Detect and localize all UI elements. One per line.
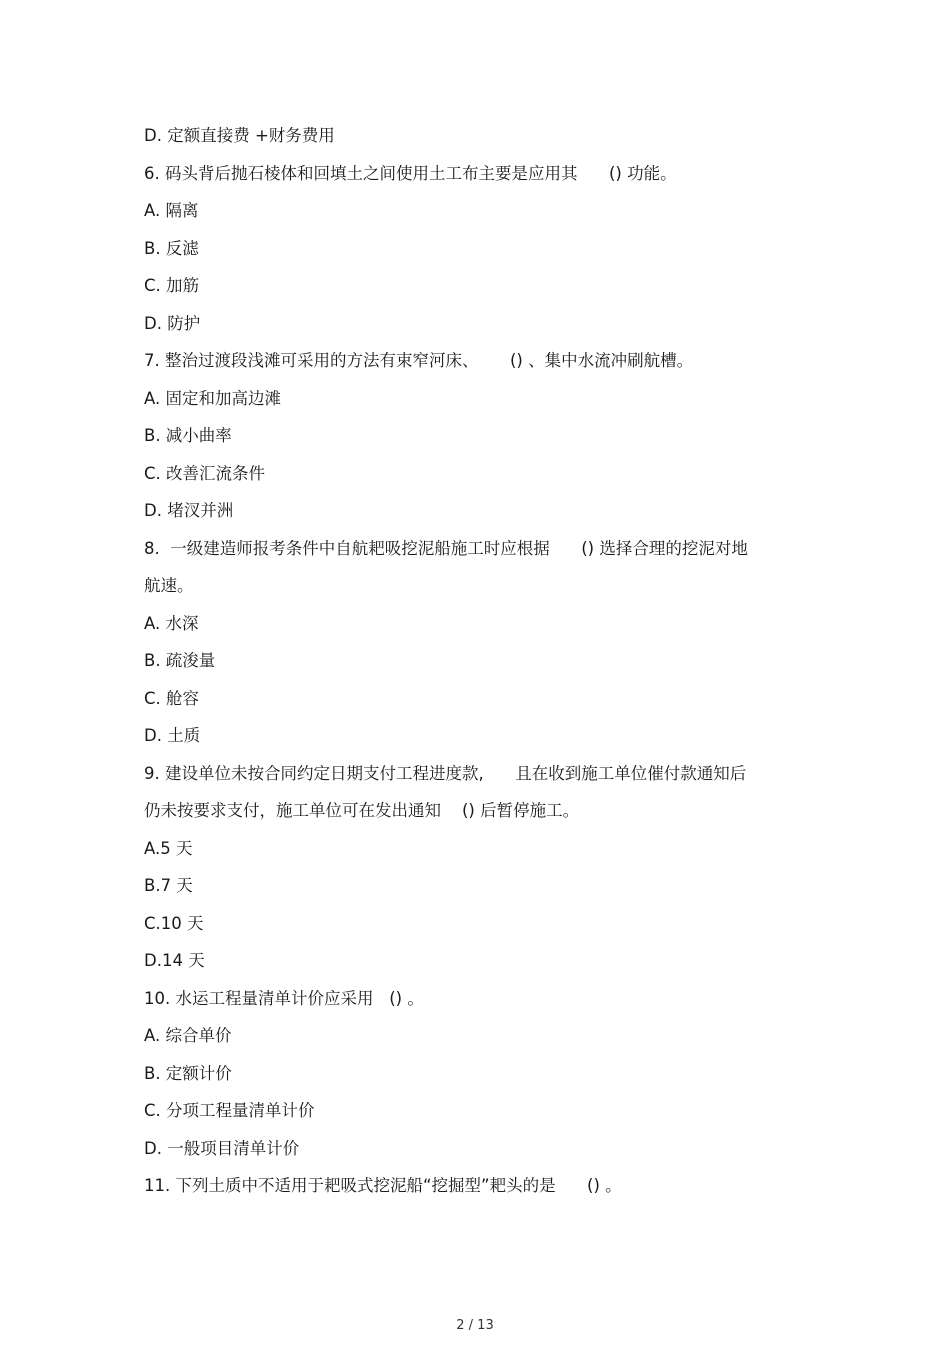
option-a: A. 水深 bbox=[144, 613, 199, 633]
question-9-continued: 仍未按要求支付，施工单位可在发出通知 () 后暂停施工。 bbox=[144, 801, 580, 820]
option-b: B. 反滤 bbox=[144, 238, 199, 258]
option-a: A.5 天 bbox=[144, 838, 193, 858]
option-c: C. 加筋 bbox=[144, 276, 200, 295]
option-b: B. 定额计价 bbox=[144, 1063, 232, 1083]
question-11: 11. 下列土质中不适用于耙吸式挖泥船“挖掘型”耙头的是 () 。 bbox=[144, 1176, 622, 1195]
text-line: D. 定额直接费 +财务费用 bbox=[144, 126, 335, 145]
document-body bbox=[144, 123, 824, 1211]
option-a: A. 固定和加高边滩 bbox=[144, 388, 281, 408]
option-b: B. 减小曲率 bbox=[144, 426, 232, 445]
question-7: 7. 整治过渡段浅滩可采用的方法有束窄河床、 () 、集中水流冲刷航槽。 bbox=[144, 351, 694, 370]
option-c: C. 改善汇流条件 bbox=[144, 463, 266, 483]
option-d: D. 防护 bbox=[144, 313, 201, 333]
option-b: B.7 天 bbox=[144, 876, 193, 895]
question-6: 6. 码头背后抛石棱体和回填土之间使用土工布主要是应用其 () 功能。 bbox=[144, 163, 677, 183]
option-c: C.10 天 bbox=[144, 913, 204, 933]
option-c: C. 舱容 bbox=[144, 688, 200, 708]
question-9: 9. 建设单位未按合同约定日期支付工程进度款, 且在收到施工单位催付款通知后 bbox=[144, 763, 747, 783]
option-a: A. 综合单价 bbox=[144, 1026, 232, 1045]
question-8-continued: 航速。 bbox=[144, 576, 194, 595]
option-b: B. 疏浚量 bbox=[144, 651, 216, 670]
question-8: 8. 一级建造师报考条件中自航耙吸挖泥船施工时应根据 () 选择合理的挖泥对地 bbox=[144, 538, 748, 558]
option-d: D. 土质 bbox=[144, 726, 201, 745]
option-a: A. 隔离 bbox=[144, 201, 199, 220]
question-10: 10. 水运工程量清单计价应采用 () 。 bbox=[144, 988, 424, 1008]
option-c: C. 分项工程量清单计价 bbox=[144, 1101, 315, 1120]
option-d: D.14 天 bbox=[144, 951, 205, 970]
page-number: 2 / 13 bbox=[456, 1318, 494, 1333]
option-d: D. 一般项目清单计价 bbox=[144, 1138, 300, 1158]
option-d: D. 堵汊并洲 bbox=[144, 501, 234, 520]
